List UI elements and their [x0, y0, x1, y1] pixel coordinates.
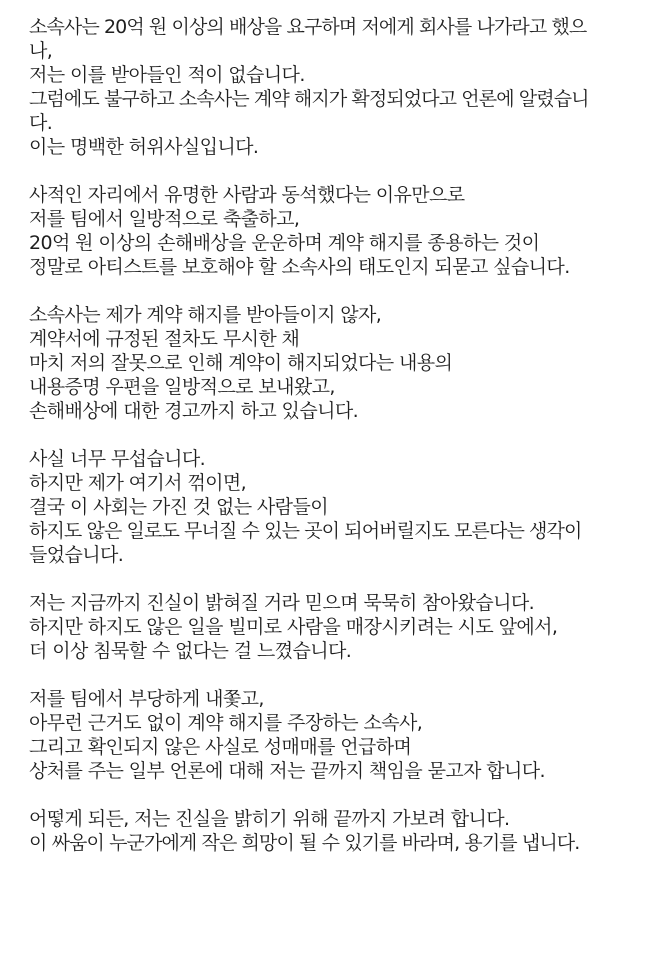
text-line: 내용증명 우편을 일방적으로 보내왔고, — [29, 376, 335, 398]
text-line: 들었습니다. — [29, 544, 124, 566]
text-line: 소속사는 제가 계약 해지를 받아들이지 않자, — [29, 304, 382, 326]
text-line: 아무런 근거도 없이 계약 해지를 주장하는 소속사, — [29, 712, 423, 734]
text-line: 마치 저의 잘못으로 인해 계약이 해지되었다는 내용의 — [29, 352, 453, 374]
text-line: 결국 이 사회는 가진 것 없는 사람들이 — [29, 496, 328, 518]
blank-line — [29, 159, 650, 183]
text-line: 저를 팀에서 부당하게 내쫓고, — [29, 688, 264, 710]
text-line: 이 싸움이 누군가에게 작은 희망이 될 수 있기를 바라며, 용기를 냅니다. — [29, 832, 580, 854]
blank-line — [29, 783, 650, 807]
text-line: 어떻게 되든, 저는 진실을 밝히기 위해 끝까지 가보려 합니다. — [29, 808, 510, 830]
text-line: 소속사는 20억 원 이상의 배상을 요구하며 저에게 회사를 나가라고 했으 — [29, 16, 587, 38]
text-line: 20억 원 이상의 손해배상을 운운하며 계약 해지를 종용하는 것이 — [29, 232, 540, 254]
blank-line — [29, 279, 650, 303]
text-line: 정말로 아티스트를 보호해야 할 소속사의 태도인지 되묻고 싶습니다. — [29, 256, 570, 278]
text-line: 저를 팀에서 일방적으로 축출하고, — [29, 208, 300, 230]
text-line: 사실 너무 무섭습니다. — [29, 448, 206, 470]
text-line: 더 이상 침묵할 수 없다는 걸 느꼈습니다. — [29, 640, 352, 662]
text-line: 다. — [29, 112, 53, 134]
text-line: 하지만 제가 여기서 꺾이면, — [29, 472, 247, 494]
text-line: 이는 명백한 허위사실입니다. — [29, 136, 259, 158]
text-line: 계약서에 규정된 절차도 무시한 채 — [29, 328, 300, 350]
blank-line — [29, 663, 650, 687]
text-line: 저는 지금까지 진실이 밝혀질 거라 믿으며 묵묵히 참아왔습니다. — [29, 592, 535, 614]
text-line: 사적인 자리에서 유명한 사람과 동석했다는 이유만으로 — [29, 184, 465, 206]
blank-line — [29, 567, 650, 591]
blank-line — [29, 423, 650, 447]
text-line: 손해배상에 대한 경고까지 하고 있습니다. — [29, 400, 359, 422]
text-line: 하지도 않은 일로도 무너질 수 있는 곳이 되어버릴지도 모른다는 생각이 — [29, 520, 582, 542]
text-line: 저는 이를 받아들인 적이 없습니다. — [29, 64, 305, 86]
statement-text — [0, 15, 650, 855]
text-line: 그럼에도 불구하고 소속사는 계약 해지가 확정되었다고 언론에 알렸습니 — [29, 88, 589, 110]
text-line: 나, — [29, 40, 53, 62]
text-line: 상처를 주는 일부 언론에 대해 저는 끝까지 책임을 묻고자 합니다. — [29, 760, 546, 782]
text-line: 하지만 하지도 않은 일을 빌미로 사람을 매장시키려는 시도 앞에서, — [29, 616, 558, 638]
text-line: 그리고 확인되지 않은 사실로 성매매를 언급하며 — [29, 736, 412, 758]
